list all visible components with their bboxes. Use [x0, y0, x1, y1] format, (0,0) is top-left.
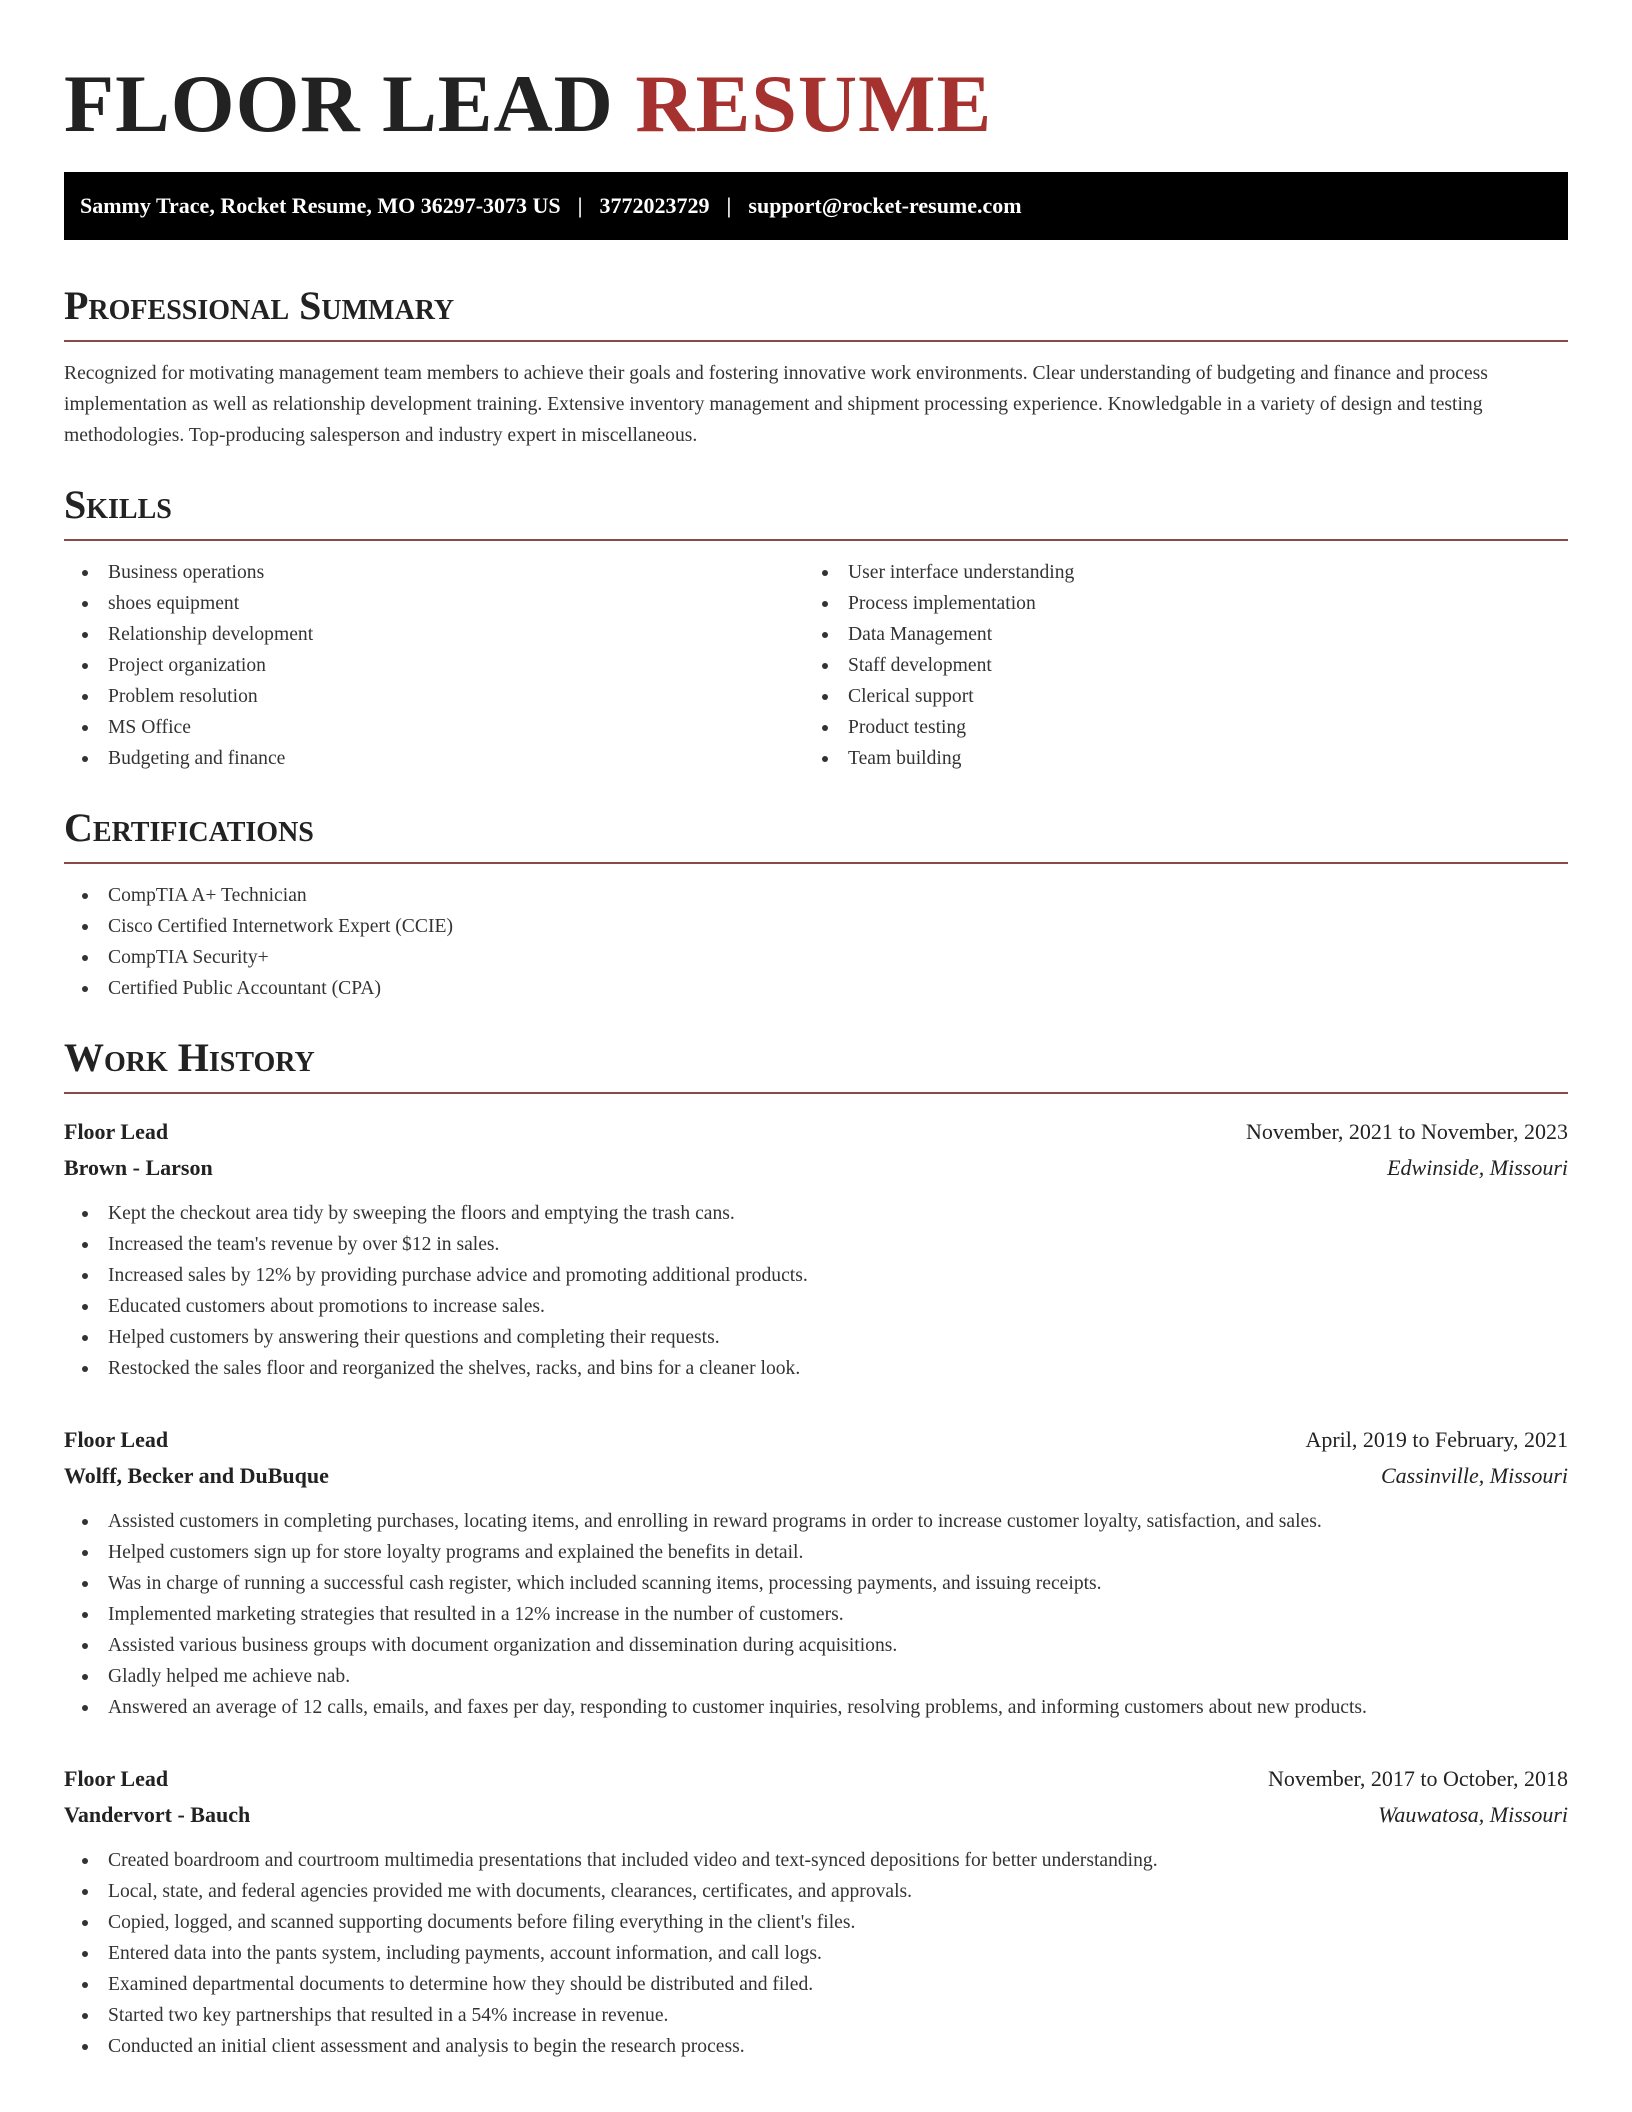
summary-text: Recognized for motivating management team members to achieve their goals and fostering innovative work environments. Clear understanding of budgeting and finance and process implementation as well as relationship development training. Extensive inventory management and shipment processing experience. Knowledgable in a variety of design and testing methodologies. Top-producing salesperson and industry expert in miscellaneous.	[64, 363, 1488, 446]
job-company: Wolff, Becker and DuBuque	[64, 1463, 329, 1488]
list-item: Local, state, and federal agencies provided me with documents, clearances, certificates, and approvals.	[64, 1876, 1568, 1907]
list-item: Team building	[804, 743, 1544, 774]
list-item: Budgeting and finance	[64, 743, 804, 774]
resume-page	[64, 0, 1568, 2062]
list-item: Staff development	[804, 650, 1544, 681]
job-header-row	[64, 1114, 1568, 1150]
list-item: Restocked the sales floor and reorganized the shelves, racks, and bins for a cleaner look.	[64, 1353, 1568, 1384]
job-title: Floor Lead	[64, 1766, 169, 1791]
list-item: Kept the checkout area tidy by sweeping the floors and emptying the trash cans.	[64, 1198, 1568, 1229]
job-entry	[64, 1422, 1568, 1723]
job-dates: April, 2019 to February, 2021	[1305, 1427, 1568, 1452]
job-dates: November, 2017 to October, 2018	[1267, 1766, 1568, 1791]
job-header-row	[64, 1761, 1568, 1797]
job-location: Edwinside, Missouri	[1387, 1155, 1568, 1180]
job-bullets	[64, 1198, 1568, 1384]
list-item: Answered an average of 12 calls, emails, and faxes per day, responding to customer inquiries, resolving problems, and informing customers about new products.	[64, 1692, 1568, 1723]
list-item: Increased sales by 12% by providing purchase advice and promoting additional products.	[64, 1260, 1568, 1291]
list-item: Gladly helped me achieve nab.	[64, 1661, 1568, 1692]
contact-bar	[64, 172, 1568, 240]
job-bullets	[64, 1506, 1568, 1723]
certifications-heading: Certifications	[64, 804, 1568, 864]
resume-title-accent: RESUME	[635, 58, 993, 149]
contact-separator: |	[577, 193, 583, 218]
skills-list-right	[804, 557, 1544, 774]
job-company-row	[64, 1797, 1568, 1833]
job-company: Vandervort - Bauch	[64, 1802, 251, 1827]
list-item: Assisted customers in completing purchases, locating items, and enrolling in reward programs in order to increase customer loyalty, satisfaction, and sales.	[64, 1506, 1568, 1537]
skills-columns	[64, 557, 1568, 774]
contact-phone: 3772023729	[599, 193, 710, 218]
list-item: Clerical support	[804, 681, 1544, 712]
job-company-row	[64, 1458, 1568, 1494]
job-company-row	[64, 1150, 1568, 1186]
list-item: Was in charge of running a successful cash register, which included scanning items, processing payments, and issuing receipts.	[64, 1568, 1568, 1599]
certifications-list	[64, 880, 1568, 1004]
contact-address: Sammy Trace, Rocket Resume, MO 36297-3073 US	[80, 193, 561, 218]
resume-title	[64, 58, 1568, 150]
list-item: Examined departmental documents to determine how they should be distributed and filed.	[64, 1969, 1568, 2000]
job-location: Cassinville, Missouri	[1380, 1463, 1568, 1488]
list-item: User interface understanding	[804, 557, 1544, 588]
list-item: CompTIA A+ Technician	[64, 880, 1568, 911]
list-item: Created boardroom and courtroom multimedia presentations that included video and text-synced depositions for better understanding.	[64, 1845, 1568, 1876]
job-company: Brown - Larson	[64, 1155, 213, 1180]
list-item: shoes equipment	[64, 588, 804, 619]
list-item: Helped customers sign up for store loyalty programs and explained the benefits in detail.	[64, 1537, 1568, 1568]
list-item: Entered data into the pants system, including payments, account information, and call logs.	[64, 1938, 1568, 1969]
list-item: Process implementation	[804, 588, 1544, 619]
list-item: Started two key partnerships that resulted in a 54% increase in revenue.	[64, 2000, 1568, 2031]
job-bullets	[64, 1845, 1568, 2062]
contact-email: support@rocket-resume.com	[748, 193, 1022, 218]
list-item: Business operations	[64, 557, 804, 588]
list-item: Conducted an initial client assessment and analysis to begin the research process.	[64, 2031, 1568, 2062]
job-dates: November, 2021 to November, 2023	[1245, 1119, 1568, 1144]
list-item: Product testing	[804, 712, 1544, 743]
work-history-list	[64, 1114, 1568, 2062]
job-title: Floor Lead	[64, 1119, 169, 1144]
resume-title-main: FLOOR LEAD	[64, 58, 614, 149]
list-item: Implemented marketing strategies that resulted in a 12% increase in the number of customers.	[64, 1599, 1568, 1630]
job-entry	[64, 1761, 1568, 2062]
work-history-heading: Work History	[64, 1034, 1568, 1094]
job-entry	[64, 1114, 1568, 1384]
list-item: MS Office	[64, 712, 804, 743]
list-item: Increased the team's revenue by over $12 in sales.	[64, 1229, 1568, 1260]
contact-separator: |	[726, 193, 732, 218]
list-item: Data Management	[804, 619, 1544, 650]
list-item: CompTIA Security+	[64, 942, 1568, 973]
skills-list-left	[64, 557, 804, 774]
list-item: Problem resolution	[64, 681, 804, 712]
job-header-row	[64, 1422, 1568, 1458]
job-location: Wauwatosa, Missouri	[1378, 1802, 1568, 1827]
list-item: Project organization	[64, 650, 804, 681]
list-item: Relationship development	[64, 619, 804, 650]
job-title: Floor Lead	[64, 1427, 169, 1452]
list-item: Educated customers about promotions to increase sales.	[64, 1291, 1568, 1322]
summary-heading: Professional Summary	[64, 282, 1568, 342]
skills-heading: Skills	[64, 481, 1568, 541]
list-item: Certified Public Accountant (CPA)	[64, 973, 1568, 1004]
list-item: Assisted various business groups with document organization and dissemination during acquisitions.	[64, 1630, 1568, 1661]
list-item: Helped customers by answering their questions and completing their requests.	[64, 1322, 1568, 1353]
list-item: Cisco Certified Internetwork Expert (CCIE)	[64, 911, 1568, 942]
list-item: Copied, logged, and scanned supporting documents before filing everything in the client's files.	[64, 1907, 1568, 1938]
